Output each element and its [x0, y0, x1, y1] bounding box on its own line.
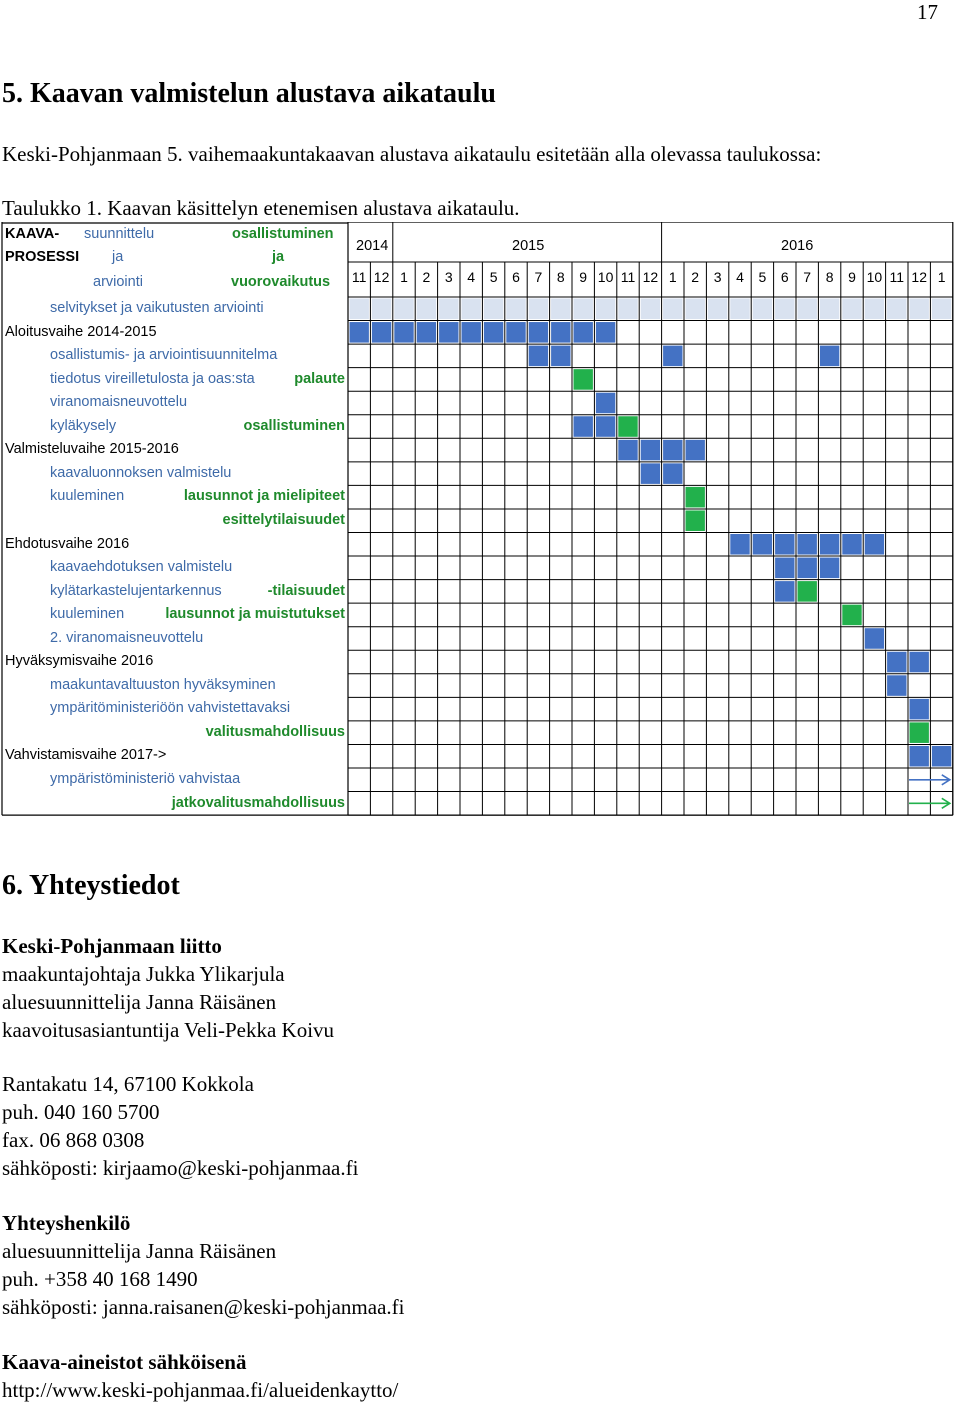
planning-cell: [372, 322, 391, 343]
month-label: 11: [620, 269, 636, 285]
planning-cell: [439, 322, 458, 343]
task-label: kylätarkastelujentarkennus: [50, 582, 222, 599]
planning-cell: [596, 322, 615, 343]
participation-label: esittelytilaisuudet: [222, 511, 345, 528]
header-shade-cell: [350, 299, 369, 320]
month-label: 3: [713, 269, 722, 285]
table-caption: Taulukko 1. Kaavan käsittelyn etenemisen alustava aikataulu.: [2, 196, 520, 220]
participation-cell: [686, 487, 705, 508]
planning-cell: [730, 534, 749, 555]
planning-cell: [529, 322, 548, 343]
header-shade-cell: [394, 299, 413, 320]
planning-cell: [663, 440, 682, 461]
header-shade-cell: [596, 299, 615, 320]
participation-label: osallistuminen: [243, 417, 345, 434]
task-label: kuuleminen: [50, 606, 125, 623]
header-shade-cell: [663, 299, 682, 320]
contact-person: aluesuunnittelija Janna Räisänen: [2, 1239, 277, 1263]
planning-cell: [641, 440, 660, 461]
month-label: 1: [668, 269, 677, 285]
month-label: 12: [373, 269, 390, 285]
task-label: ympäritöministeriöön vahvistettavaksi: [50, 700, 291, 717]
header-shade-cell: [372, 299, 391, 320]
participation-label: lausunnot ja mielipiteet: [183, 488, 345, 505]
planning-cell: [663, 463, 682, 484]
header-shade-cell: [618, 299, 637, 320]
planning-cell: [775, 558, 794, 579]
planning-cell: [820, 534, 839, 555]
planning-cell: [753, 534, 772, 555]
header-shade-cell: [439, 299, 458, 320]
planning-cell: [529, 346, 548, 367]
email: sähköposti: kirjaamo@keski-pohjanmaa.fi: [2, 1156, 359, 1180]
month-label: 1: [400, 269, 408, 285]
phone: puh. 040 160 5700: [2, 1100, 160, 1124]
planning-cell: [596, 416, 615, 437]
header-shade-cell: [708, 299, 727, 320]
month-label: 9: [848, 269, 856, 285]
task-label: osallistumis- ja arviointisuunnitelma: [50, 347, 278, 364]
planning-cell: [910, 746, 929, 767]
year-2015: 2015: [512, 238, 545, 254]
header-shade-cell: [641, 299, 660, 320]
header-shade-cell: [417, 299, 436, 320]
year-2014: 2014: [356, 238, 389, 254]
participation-label: lausunnot ja muistutukset: [165, 606, 345, 623]
task-label: kuuleminen: [50, 488, 125, 505]
materials-heading: Kaava-aineistot sähköisenä: [2, 1350, 247, 1374]
month-label: 2: [422, 269, 431, 285]
page-number: 17: [917, 0, 938, 24]
phase-label: Aloitusvaihe 2014-2015: [5, 323, 157, 340]
header-shade-cell: [842, 299, 861, 320]
month-label: 8: [825, 269, 834, 285]
planning-cell: [887, 652, 906, 673]
header-arviointi: arviointi: [93, 274, 143, 290]
month-label: 8: [556, 269, 565, 285]
month-label: 5: [758, 269, 767, 285]
header-shade-cell: [932, 299, 951, 320]
task-label: kaavaluonnoksen valmistelu: [50, 464, 232, 481]
contact-line-1: maakuntajohtaja Jukka Ylikarjula: [2, 962, 285, 986]
month-label: 12: [642, 269, 659, 285]
header-shade-cell: [910, 299, 929, 320]
task-label: kaavaehdotuksen valmistelu: [50, 559, 233, 576]
planning-cell: [551, 346, 570, 367]
planning-cell: [910, 652, 929, 673]
participation-label: palaute: [294, 370, 345, 387]
year-2016: 2016: [781, 238, 814, 254]
participation-cell: [842, 605, 861, 626]
header-shade-cell: [887, 299, 906, 320]
planning-cell: [820, 346, 839, 367]
participation-label: -tilaisuudet: [267, 582, 345, 599]
planning-cell: [775, 581, 794, 602]
planning-cell: [910, 699, 929, 720]
header-suunnittelu: suunnittelu: [84, 226, 155, 242]
header-shade-cell: [462, 299, 481, 320]
planning-cell: [798, 534, 817, 555]
planning-cell: [596, 393, 615, 414]
participation-label: valitusmahdollisuus: [205, 723, 345, 740]
header-shade-cell: [775, 299, 794, 320]
header-vuorovaikutus: vuorovaikutus: [231, 274, 331, 290]
header-shade-cell: [484, 299, 503, 320]
contact-person-phone: puh. +358 40 168 1490: [2, 1267, 198, 1291]
section-6-heading: 6. Yhteystiedot: [2, 870, 180, 901]
planning-cell: [932, 746, 951, 767]
month-label: 1: [937, 269, 946, 285]
task-label: viranomaisneuvottelu: [50, 394, 188, 411]
planning-cell: [574, 322, 593, 343]
contact-person-heading: Yhteyshenkilö: [2, 1211, 131, 1235]
planning-cell: [663, 346, 682, 367]
header-shade-cell: [865, 299, 884, 320]
header-shade-cell: [820, 299, 839, 320]
month-label: 4: [467, 269, 476, 285]
phase-label: Ehdotusvaihe 2016: [5, 535, 130, 552]
month-label: 10: [597, 269, 614, 285]
month-label: 3: [444, 269, 453, 285]
header-ja-2: ja: [272, 249, 285, 265]
month-label: 5: [489, 269, 498, 285]
task-label: tiedotus vireilletulosta ja oas:sta: [50, 370, 255, 387]
contact-person-email: sähköposti: janna.raisanen@keski-pohjanmaa.fi: [2, 1295, 405, 1319]
month-label: 9: [579, 269, 588, 285]
planning-cell: [686, 440, 705, 461]
participation-cell: [798, 581, 817, 602]
phase-label: Vahvistamisvaihe 2017->: [5, 747, 167, 764]
header-shade-cell: [529, 299, 548, 320]
header-prosessi: PROSESSI: [5, 249, 80, 265]
planning-cell: [350, 322, 369, 343]
task-label: 2. viranomaisneuvottelu: [50, 629, 204, 646]
planning-cell: [820, 558, 839, 579]
contact-line-3: kaavoitusasiantuntija Veli-Pekka Koivu: [2, 1018, 335, 1042]
month-label: 10: [866, 269, 883, 285]
task-label: ympäristöministeriö vahvistaa: [50, 771, 241, 787]
fax: fax. 06 868 0308: [2, 1128, 145, 1152]
planning-cell: [484, 322, 503, 343]
participation-label: jatkovalitusmahdollisuus: [171, 794, 345, 811]
planning-cell: [775, 534, 794, 555]
planning-cell: [618, 440, 637, 461]
month-label: 11: [351, 269, 367, 285]
phase-label: Valmisteluvaihe 2015-2016: [5, 441, 179, 458]
planning-cell: [574, 416, 593, 437]
month-label: 12: [911, 269, 927, 285]
month-label: 7: [803, 269, 812, 285]
header-shade-cell: [730, 299, 749, 320]
header-shade-cell: [506, 299, 525, 320]
task-label: maakuntavaltuuston hyväksyminen: [50, 676, 276, 693]
month-label: 4: [736, 269, 744, 285]
header-shade-cell: [686, 299, 705, 320]
section-5-heading: 5. Kaavan valmistelun alustava aikataulu: [2, 78, 496, 109]
planning-cell: [462, 322, 481, 343]
participation-cell: [574, 369, 593, 390]
header-osallistuminen: osallistuminen: [232, 226, 334, 242]
header-kaava: KAAVA-: [5, 226, 60, 242]
header-ja-1: ja: [112, 249, 124, 265]
planning-cell: [887, 675, 906, 696]
task-label: selvitykset ja vaikutusten arviointi: [50, 300, 264, 316]
participation-cell: [618, 416, 637, 437]
header-shade-cell: [753, 299, 772, 320]
planning-cell: [394, 322, 413, 343]
section-5-intro: Keski-Pohjanmaan 5. vaihemaakuntakaavan alustava aikataulu esitetään alla olevassa taulukossa:: [2, 142, 822, 166]
planning-cell: [641, 463, 660, 484]
month-label: 2: [691, 269, 700, 285]
materials-url[interactable]: http://www.keski-pohjanmaa.fi/alueidenkaytto/: [2, 1378, 399, 1402]
month-label: 6: [512, 269, 520, 285]
planning-cell: [798, 558, 817, 579]
schedule-table: [0, 222, 960, 817]
month-label: 11: [889, 269, 905, 285]
header-shade-cell: [551, 299, 570, 320]
contact-line-2: aluesuunnittelija Janna Räisänen: [2, 990, 277, 1014]
participation-cell: [686, 510, 705, 531]
phase-label: Hyväksymisvaihe 2016: [5, 653, 154, 670]
continuation-arrow: [909, 775, 950, 785]
planning-cell: [865, 628, 884, 649]
header-shade-cell: [574, 299, 593, 320]
month-label: 7: [534, 269, 543, 285]
address: Rantakatu 14, 67100 Kokkola: [2, 1072, 254, 1096]
planning-cell: [865, 534, 884, 555]
org-name: Keski-Pohjanmaan liitto: [2, 934, 222, 958]
planning-cell: [417, 322, 436, 343]
planning-cell: [842, 534, 861, 555]
month-label: 6: [780, 269, 789, 285]
planning-cell: [551, 322, 570, 343]
planning-cell: [506, 322, 525, 343]
participation-cell: [910, 722, 929, 743]
task-label: kyläkysely: [50, 417, 117, 434]
header-shade-cell: [798, 299, 817, 320]
continuation-arrow: [909, 798, 950, 808]
